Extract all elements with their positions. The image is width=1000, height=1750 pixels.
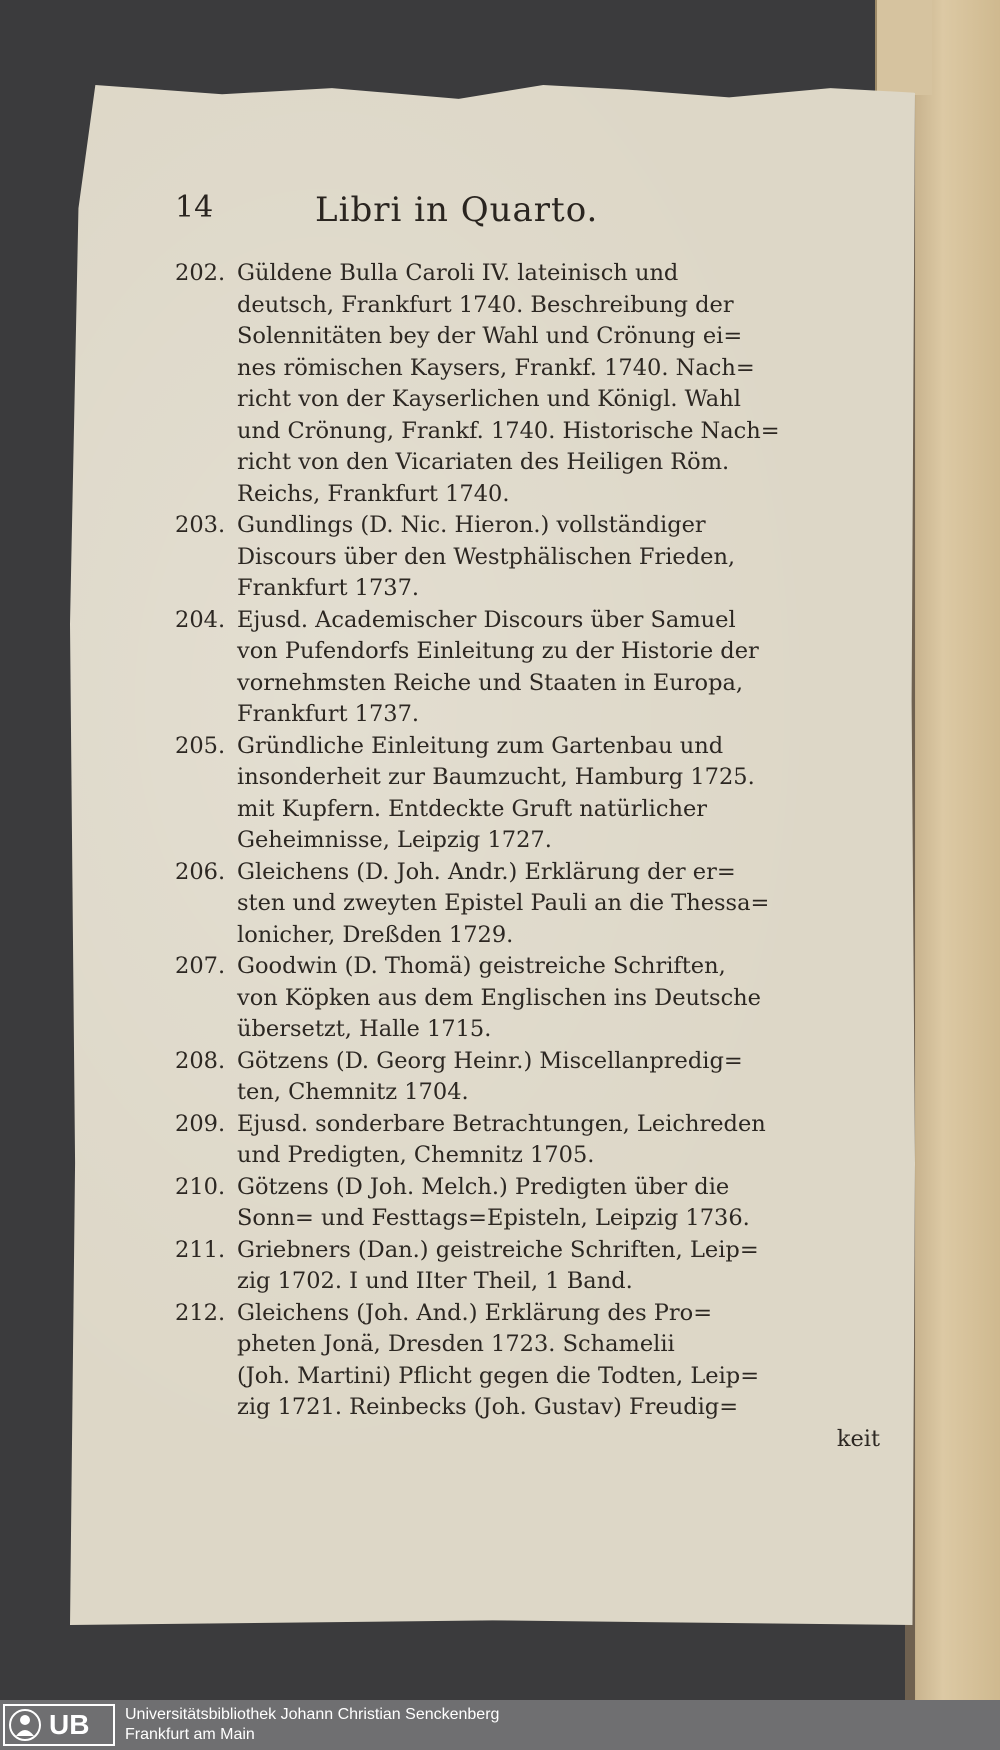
entry-line: Discours über den Westphälischen Frieden, xyxy=(237,543,736,570)
page-number: 14 xyxy=(175,190,214,225)
entry-number: 203. xyxy=(175,512,226,538)
catalogue-entry xyxy=(175,731,880,857)
catalogue-entry xyxy=(175,258,880,510)
entry-number: 210. xyxy=(175,1173,226,1200)
catalogue-entry xyxy=(175,605,880,731)
entry-line: Griebners (Dan.) geistreiche Schriften, Leip= xyxy=(237,1236,759,1263)
entry-line: Frankfurt 1737. xyxy=(237,575,420,601)
entry-line: Gleichens (D. Joh. Andr.) Erklärung der er= xyxy=(237,858,736,885)
entry-number: 204. xyxy=(175,606,226,633)
entry-line: übersetzt, Halle 1715. xyxy=(237,1016,492,1042)
entry-line: von Köpken aus dem Englischen ins Deutsche xyxy=(237,984,761,1011)
entry-line: Güldene Bulla Caroli IV. lateinisch und xyxy=(237,260,679,286)
entry-line: Geheimnisse, Leipzig 1727. xyxy=(237,827,552,853)
university-seal-icon xyxy=(7,1707,43,1743)
entry-number: 207. xyxy=(175,953,226,979)
entry-line: und Predigten, Chemnitz 1705. xyxy=(237,1142,595,1168)
entry-line: Götzens (D Joh. Melch.) Predigten über die xyxy=(237,1173,730,1200)
entry-line: (Joh. Martini) Pflicht gegen die Todten, Leip= xyxy=(237,1362,760,1389)
page-header xyxy=(175,190,730,240)
entry-line: pheten Jonä, Dresden 1723. Schamelii xyxy=(237,1331,675,1357)
entry-line: insonderheit zur Baumzucht, Hamburg 1725. xyxy=(237,764,755,790)
entry-number: 206. xyxy=(175,858,226,885)
entry-number: 209. xyxy=(175,1110,226,1137)
catalogue-entry xyxy=(175,1235,880,1298)
entry-line: Frankfurt 1737. xyxy=(237,701,420,727)
entry-line: Sonn= und Festtags=Episteln, Leipzig 1736. xyxy=(237,1205,750,1231)
entry-number: 205. xyxy=(175,732,226,759)
entry-line: Goodwin (D. Thomä) geistreiche Schriften, xyxy=(237,953,726,979)
adjacent-page-edge xyxy=(905,0,1000,1700)
catalogue-entry xyxy=(175,510,880,605)
library-footer xyxy=(0,1700,1000,1750)
catalogue-entry xyxy=(175,1109,880,1172)
entry-line: deutsch, Frankfurt 1740. Beschreibung der xyxy=(237,291,734,318)
institution-line-2: Frankfurt am Main xyxy=(125,1726,255,1743)
entry-line: ten, Chemnitz 1704. xyxy=(237,1079,469,1105)
entry-line: Ejusd. sonderbare Betrachtungen, Leichreden xyxy=(237,1110,766,1137)
catalogue-entry xyxy=(175,951,880,1046)
entry-line: mit Kupfern. Entdeckte Gruft natürlicher xyxy=(237,795,708,822)
entry-line: nes römischen Kaysers, Frankf. 1740. Nach= xyxy=(237,354,755,381)
adjacent-page-tab xyxy=(875,0,932,95)
entry-line: Solennitäten bey der Wahl und Crönung ei= xyxy=(237,323,743,349)
entry-line: Reichs, Frankfurt 1740. xyxy=(237,480,510,507)
catalogue-entry xyxy=(175,857,880,952)
catalogue-entry xyxy=(175,1172,880,1235)
running-title: Libri in Quarto. xyxy=(315,190,599,230)
entry-line: lonicher, Dreßden 1729. xyxy=(237,921,514,948)
entry-number: 202. xyxy=(175,260,226,286)
entry-line: vornehmsten Reiche und Staaten in Europa, xyxy=(237,669,744,696)
catalogue-entry xyxy=(175,1046,880,1109)
catalogue-entry xyxy=(175,1298,880,1424)
entry-line: Götzens (D. Georg Heinr.) Miscellanpredig= xyxy=(237,1047,743,1074)
entry-line: von Pufendorfs Einleitung zu der Historie der xyxy=(237,638,759,664)
catchword-row xyxy=(175,1424,880,1456)
entry-line: Gleichens (Joh. And.) Erklärung des Pro= xyxy=(237,1299,713,1326)
institution-line-1: Universitätsbibliothek Johann Christian Senckenberg xyxy=(125,1706,500,1723)
entry-line: zig 1702. I und IIter Theil, 1 Band. xyxy=(237,1268,633,1294)
entry-number: 211. xyxy=(175,1236,226,1263)
ub-logo-text: UB xyxy=(49,1709,90,1740)
catchword: keit xyxy=(836,1425,880,1452)
entry-line: sten und zweyten Epistel Pauli an die Thessa= xyxy=(237,890,770,916)
entry-line: richt von der Kayserlichen und Königl. Wahl xyxy=(237,386,741,412)
entry-line: Gundlings (D. Nic. Hieron.) vollständiger xyxy=(237,512,706,538)
ub-logo[interactable] xyxy=(3,1704,115,1746)
entry-number: 212. xyxy=(175,1299,226,1326)
entry-number: 208. xyxy=(175,1047,226,1074)
institution-name xyxy=(125,1705,499,1745)
entry-line: Ejusd. Academischer Discours über Samuel xyxy=(237,606,736,633)
catalogue-entries xyxy=(175,258,880,1455)
entry-line: und Crönung, Frankf. 1740. Historische Nach= xyxy=(237,417,780,444)
entry-line: Gründliche Einleitung zum Gartenbau und xyxy=(237,732,724,759)
entry-line: zig 1721. Reinbecks (Joh. Gustav) Freudig= xyxy=(237,1394,739,1420)
entry-line: richt von den Vicariaten des Heiligen Röm. xyxy=(237,449,730,475)
